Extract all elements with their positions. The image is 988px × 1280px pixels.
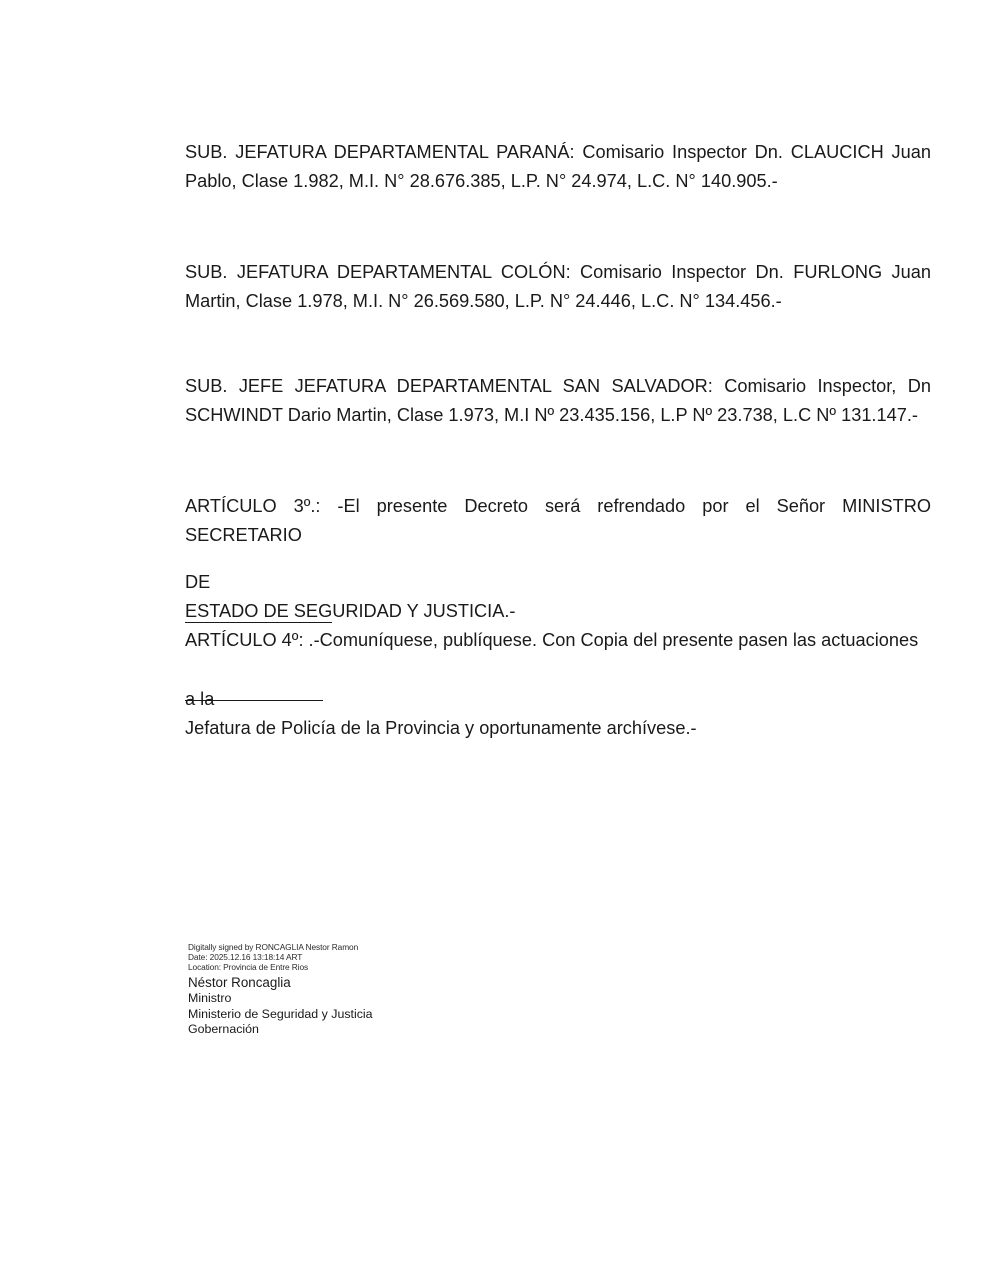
paragraph-spacer (185, 550, 931, 568)
paragraph-spacer (185, 316, 931, 372)
line-estado-seguridad-justicia (185, 597, 931, 626)
document-body (185, 138, 931, 743)
underlined-segment: ESTADO DE SEG (185, 601, 333, 621)
paragraph-sub-jefatura-colon: SUB. JEFATURA DEPARTAMENTAL COLÓN: Comisario Inspector Dn. FURLONG Juan Martin, Clase 1.978, M.I. N° 26.569.580, L.P. N° 24.446, L.C. N° 134.456.- (185, 262, 931, 311)
signatory-role: Ministro (188, 991, 232, 1006)
signatory-office: Gobernación (188, 1022, 259, 1037)
signatory-ministry: Ministerio de Seguridad y Justicia (188, 1006, 373, 1021)
paragraph-spacer (185, 196, 931, 258)
paragraph-spacer (185, 430, 931, 492)
line-de: DE (185, 572, 211, 592)
digital-signature-block (188, 943, 608, 1038)
signature-meta-signed-by: Digitally signed by RONCAGLIA Nestor Ramon (188, 942, 359, 952)
underlined-text-group (185, 597, 515, 626)
strikethrough-group (185, 685, 214, 714)
paragraph-sub-jefe-san-salvador: SUB. JEFE JEFATURA DEPARTAMENTAL SAN SALVADOR: Comisario Inspector, Dn SCHWINDT Dario Martin, Clase 1.973, M.I Nº 23.435.156, L.P Nº 23.738, L.C Nº 131.147.- (185, 376, 931, 425)
line-struck-a-la (185, 685, 931, 714)
paragraph-spacer (185, 655, 931, 685)
signatory-name: Néstor Roncaglia (188, 974, 291, 990)
paragraph-sub-jefatura-parana: SUB. JEFATURA DEPARTAMENTAL PARANÁ: Comisario Inspector Dn. CLAUCICH Juan Pablo, Clase 1.982, M.I. N° 28.676.385, L.P. N° 24.974, L.C. N° 140.905.- (185, 142, 931, 191)
signature-meta-location: Location: Provincia de Entre Rios (188, 961, 309, 972)
struck-text: a la (185, 689, 215, 709)
line-closing: Jefatura de Policía de la Provincia y oportunamente archívese.- (185, 718, 697, 738)
plain-segment: URIDAD Y JUSTICIA.- (332, 601, 516, 621)
paragraph-articulo-3: ARTÍCULO 3º.: -El presente Decreto será refrendado por el Señor MINISTRO SECRETARIO (185, 496, 931, 545)
paragraph-articulo-4: ARTÍCULO 4º: .-Comuníquese, publíquese. Con Copia del presente pasen las actuaciones (185, 630, 919, 650)
signature-meta-date: Date: 2025.12.16 13:18:14 ART (188, 951, 303, 962)
